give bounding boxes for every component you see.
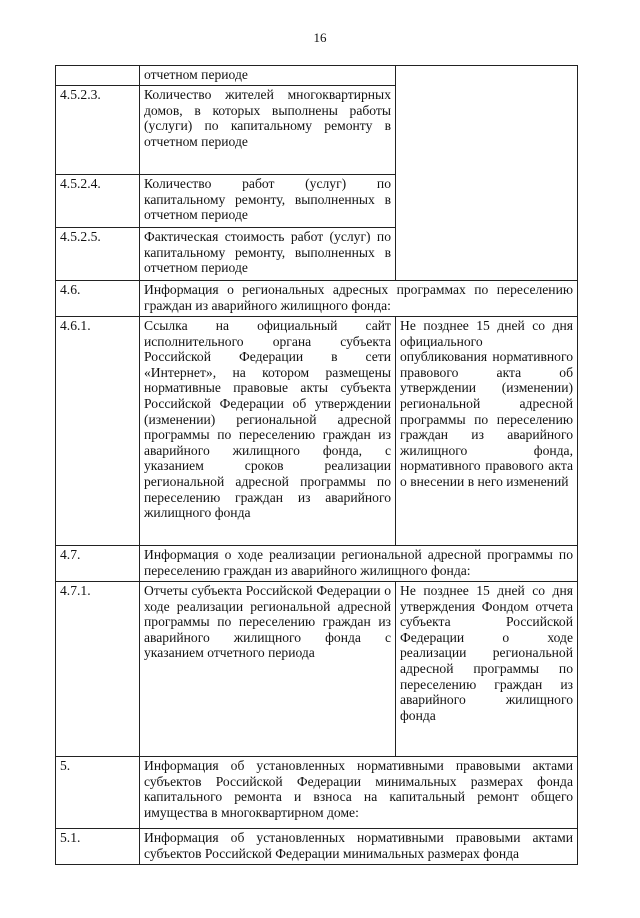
row-term: Не позднее 15 дней со дня официального опубликования нормативного правового акта об утверждении (изменении) региональной адресной программы по переселению граждан из аварийного жилищного фонда, нормативного правового акта о внесении в него изменений	[396, 317, 578, 546]
table-row	[56, 66, 578, 86]
row-number: 4.7.1.	[56, 582, 140, 757]
row-description: отчетном периоде	[140, 66, 396, 86]
row-number: 4.7.	[56, 546, 140, 582]
table-row	[56, 829, 578, 865]
table-row	[56, 757, 578, 829]
row-description: Фактическая стоимость работ (услуг) по капитальному ремонту, выполненных в отчетном периоде	[140, 228, 396, 281]
row-number: 4.5.2.4.	[56, 175, 140, 228]
row-description: Отчеты субъекта Российской Федерации о ходе реализации региональной адресной программы по переселению граждан из аварийного жилищного фонда с указанием отчетного периода	[140, 582, 396, 757]
row-description: Информация о ходе реализации региональной адресной программы по переселению граждан из аварийного жилищного фонда:	[140, 546, 578, 582]
row-description: Информация об установленных нормативными правовыми актами субъектов Российской Федерации минимальных размерах фонда капитального ремонта и взноса на капитальный ремонт общего имущества в многоквартирном доме:	[140, 757, 578, 829]
row-description: Ссылка на официальный сайт исполнительного органа субъекта Российской Федерации в сети «Интернет», на котором размещены нормативные правовые акты субъекта Российской Федерации об утверждении (изменении) региональной адресной программы по переселению граждан из аварийного жилищного фонда, с указанием сроков реализации региональной адресной программы по переселению граждан из аварийного жилищного фонда	[140, 317, 396, 546]
row-description: Количество работ (услуг) по капитальному ремонту, выполненных в отчетном периоде	[140, 175, 396, 228]
row-description: Информация о региональных адресных программах по переселению граждан из аварийного жилищного фонда:	[140, 281, 578, 317]
table-row	[56, 317, 578, 546]
table-row	[56, 281, 578, 317]
row-description: Количество жителей многоквартирных домов, в которых выполнены работы (услуги) по капитальному ремонту в отчетном периоде	[140, 86, 396, 175]
row-term	[396, 66, 578, 281]
row-number: 5.1.	[56, 829, 140, 865]
row-number: 4.6.1.	[56, 317, 140, 546]
row-number	[56, 66, 140, 86]
row-number: 4.5.2.3.	[56, 86, 140, 175]
table-row	[56, 582, 578, 757]
table-row	[56, 546, 578, 582]
row-term: Не позднее 15 дней со дня утверждения Фондом отчета субъекта Российской Федерации о ходе реализации региональной адресной программы по переселению граждан из аварийного жилищного фонда	[396, 582, 578, 757]
row-number: 4.5.2.5.	[56, 228, 140, 281]
page-number: 16	[313, 30, 327, 45]
requirements-table	[55, 65, 578, 865]
row-description: Информация об установленных нормативными правовыми актами субъектов Российской Федерации минимальных размерах фонда	[140, 829, 578, 865]
row-number: 4.6.	[56, 281, 140, 317]
row-number: 5.	[56, 757, 140, 829]
